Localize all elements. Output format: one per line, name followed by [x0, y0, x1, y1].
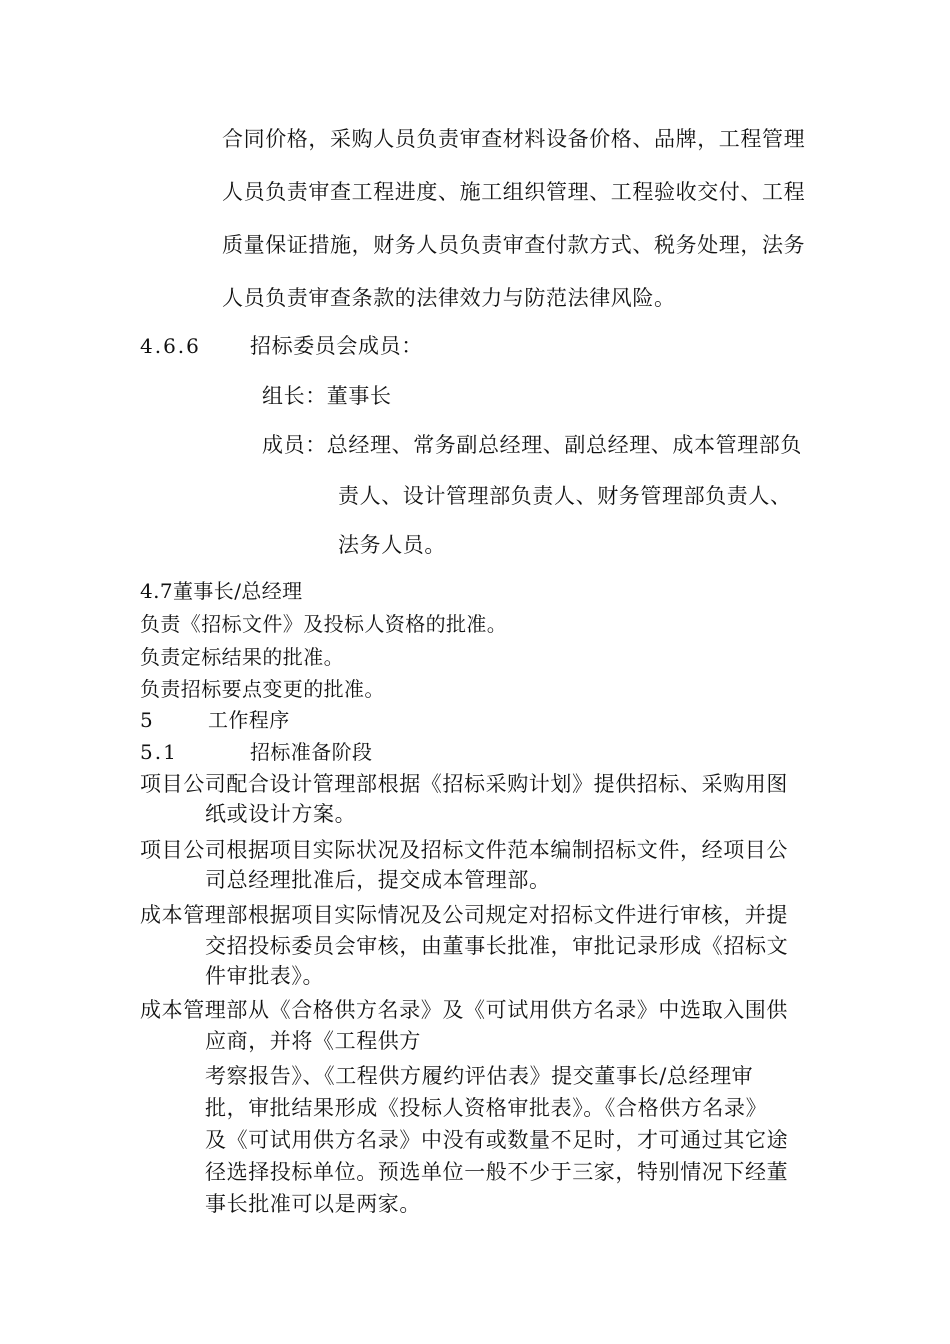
paragraph-line: 径选择投标单位。预选单位一般不少于三家，特别情况下经董	[205, 1160, 789, 1184]
section-title: 工作程序	[208, 708, 290, 732]
section-number: 5	[140, 708, 155, 732]
paragraph-line: 交招投标委员会审核，由董事长批准，审批记录形成《招标文	[205, 934, 789, 958]
responsibility-item: 负责定标结果的批准。	[140, 645, 344, 669]
paragraph-line: 成本管理部根据项目实际情况及公司规定对招标文件进行审核，并提	[140, 903, 788, 927]
paragraph-line: 及《可试用供方名录》中没有或数量不足时，才可通过其它途	[205, 1128, 789, 1152]
paragraph-line: 应商，并将《工程供方	[205, 1029, 421, 1053]
committee-members-line: 法务人员。	[338, 533, 446, 557]
paragraph-line: 合同价格，采购人员负责审查材料设备价格、品牌，工程管理	[222, 127, 806, 151]
paragraph-line: 项目公司根据项目实际状况及招标文件范本编制招标文件，经项目公	[140, 838, 788, 862]
paragraph-line: 司总经理批准后，提交成本管理部。	[205, 868, 551, 892]
section-title: 招标准备阶段	[250, 740, 373, 764]
committee-leader: 组长：董事长	[262, 384, 392, 408]
paragraph-line: 纸或设计方案。	[205, 802, 357, 826]
responsibility-item: 负责《招标文件》及投标人资格的批准。	[140, 612, 508, 636]
paragraph-line: 考察报告》、《工程供方履约评估表》提交董事长/总经理审	[205, 1064, 754, 1088]
paragraph-line: 批，审批结果形成《投标人资格审批表》。《合格供方名录》	[205, 1096, 768, 1120]
committee-members-line: 成员：总经理、常务副总经理、副总经理、成本管理部负	[262, 433, 802, 457]
section-title: 招标委员会成员：	[250, 334, 423, 358]
committee-members-line: 责人、设计管理部负责人、财务管理部负责人、	[338, 484, 792, 508]
paragraph-line: 人员负责审查条款的法律效力与防范法律风险。	[222, 286, 676, 310]
paragraph-line: 事长批准可以是两家。	[205, 1192, 421, 1216]
responsibility-item: 负责招标要点变更的批准。	[140, 677, 385, 701]
section-number: 4.6.6	[140, 334, 201, 358]
paragraph-line: 成本管理部从《合格供方名录》及《可试用供方名录》中选取入围供	[140, 998, 788, 1022]
section-number: 5.1	[140, 740, 178, 764]
paragraph-line: 件审批表》。	[205, 964, 325, 988]
section-heading: 4.7董事长/总经理	[140, 579, 303, 603]
paragraph-line: 质量保证措施，财务人员负责审查付款方式、税务处理，法务	[222, 233, 806, 257]
paragraph-line: 项目公司配合设计管理部根据《招标采购计划》提供招标、采购用图	[140, 772, 788, 796]
paragraph-line: 人员负责审查工程进度、施工组织管理、工程验收交付、工程	[222, 180, 806, 204]
